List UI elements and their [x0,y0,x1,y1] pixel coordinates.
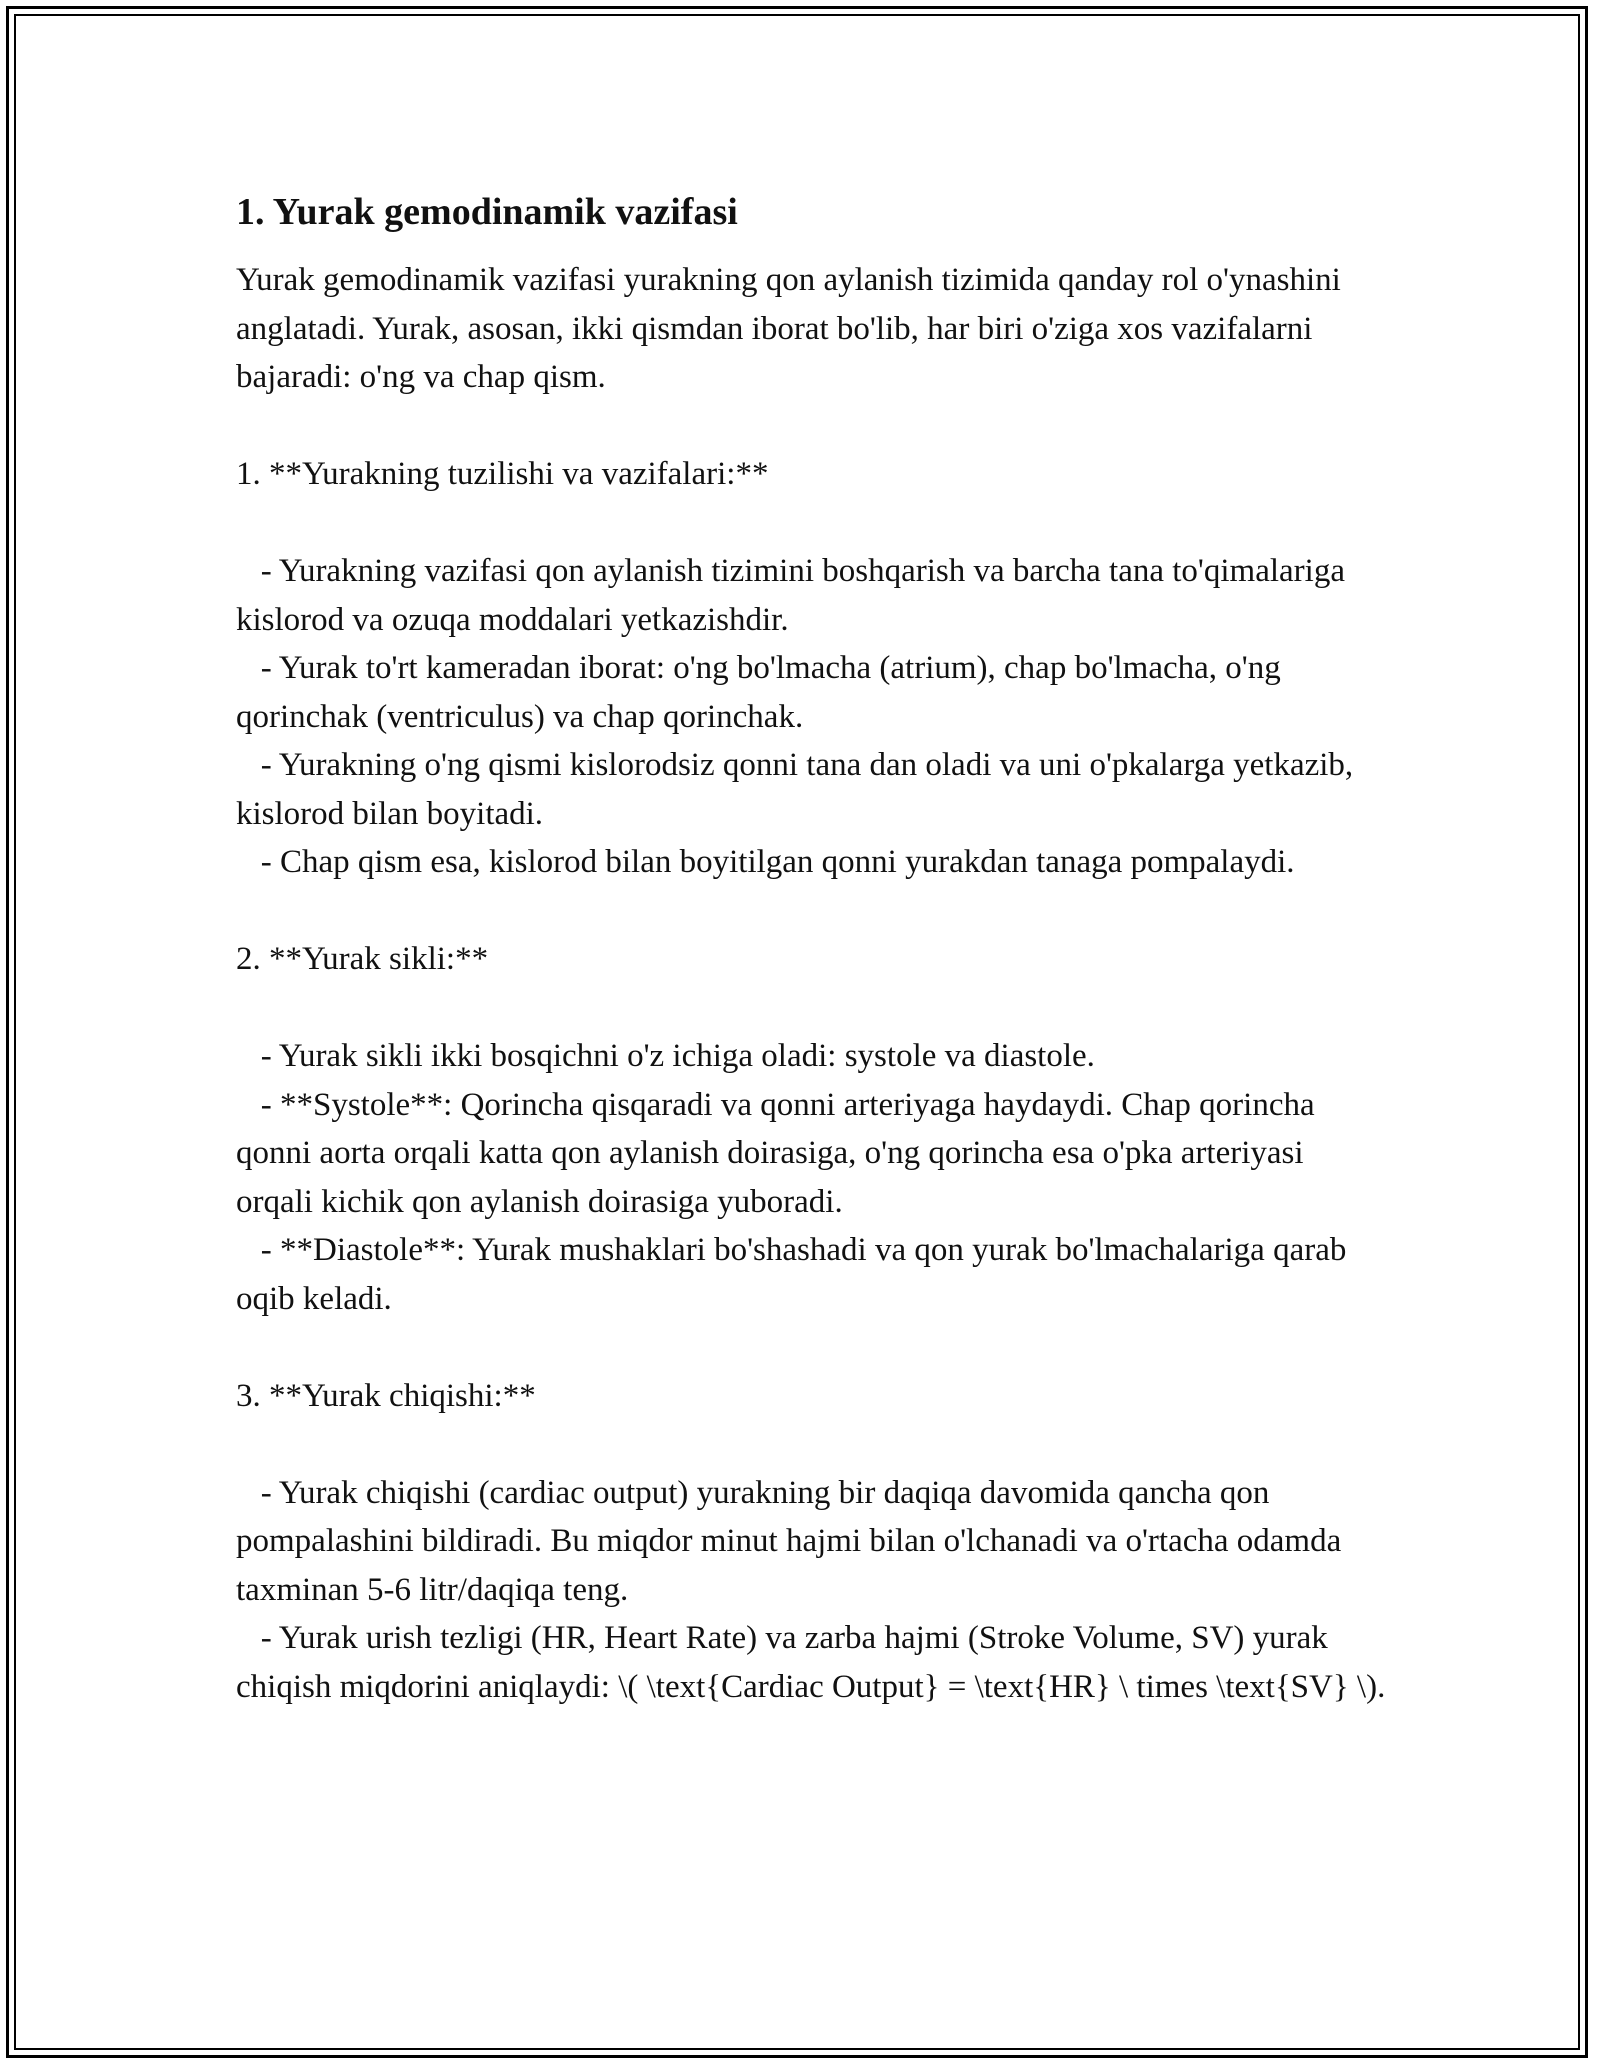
section-heading-structure: 1. **Yurakning tuzilishi va vazifalari:** [236,456,769,492]
list-item: - Yurak to'rt kameradan iborat: o'ng bo'lmacha (atrium), chap bo'lmacha, o'ng qorinchak (ventriculus) va chap qorinchak. [236,650,1289,735]
list-item: - Chap qism esa, kislorod bilan boyitilgan qonni yurakdan tanaga pompalaydi. [236,844,1295,880]
blank-line [236,402,1386,451]
blank-line [236,887,1386,936]
list-item: - Yurak urish tezligi (HR, Heart Rate) va zarba hajmi (Stroke Volume, SV) yurak chiqish miqdorini aniqlaydi: \( \text{Cardiac Output} = \text{HR} \ times \text{SV} \). [236,1620,1386,1705]
blank-line [236,1420,1386,1469]
blank-line [236,984,1386,1033]
section-heading-cycle: 2. **Yurak sikli:** [236,941,489,977]
document-body [236,186,1386,1711]
list-item: - Yurakning o'ng qismi kislorodsiz qonni tana dan oladi va uni o'pkalarga yetkazib, kislorod bilan boyitadi. [236,747,1362,832]
list-item: - Yurak chiqishi (cardiac output) yurakning bir daqiqa davomida qancha qon pompalashini bildiradi. Bu miqdor minut hajmi bilan o'lchanadi va o'rtacha odamda taxminan 5-6 litr/daqiqa teng. [236,1474,1350,1608]
list-item: - **Diastole**: Yurak mushaklari bo'shashadi va qon yurak bo'lmachalariga qarab oqib keladi. [236,1232,1355,1317]
list-item: - **Systole**: Qorincha qisqaradi va qonni arteriyaga haydaydi. Chap qorincha qonni aorta orqali katta qon aylanish doirasiga, o'ng qorincha esa o'pka arteriyasi orqali kichik qon aylanish doirasiga yuboradi. [236,1086,1323,1220]
list-item: - Yurak sikli ikki bosqichni o'z ichiga oladi: systole va diastole. [236,1038,1095,1074]
section-heading-output: 3. **Yurak chiqishi:** [236,1377,536,1414]
intro-paragraph: Yurak gemodinamik vazifasi yurakning qon aylanish tizimida qanday rol o'ynashini anglatadi. Yurak, asosan, ikki qismdan iborat bo'lib, har biri o'ziga xos vazifalarni bajaradi: o'ng va chap qism. [236,262,1350,395]
blank-line [236,499,1386,548]
list-item: - Yurakning vazifasi qon aylanish tizimini boshqarish va barcha tana to'qimalariga kislorod va ozuqa moddalari yetkazishdir. [236,553,1354,638]
blank-line [236,1323,1386,1372]
document-title: 1. Yurak gemodinamik vazifasi [236,191,738,233]
